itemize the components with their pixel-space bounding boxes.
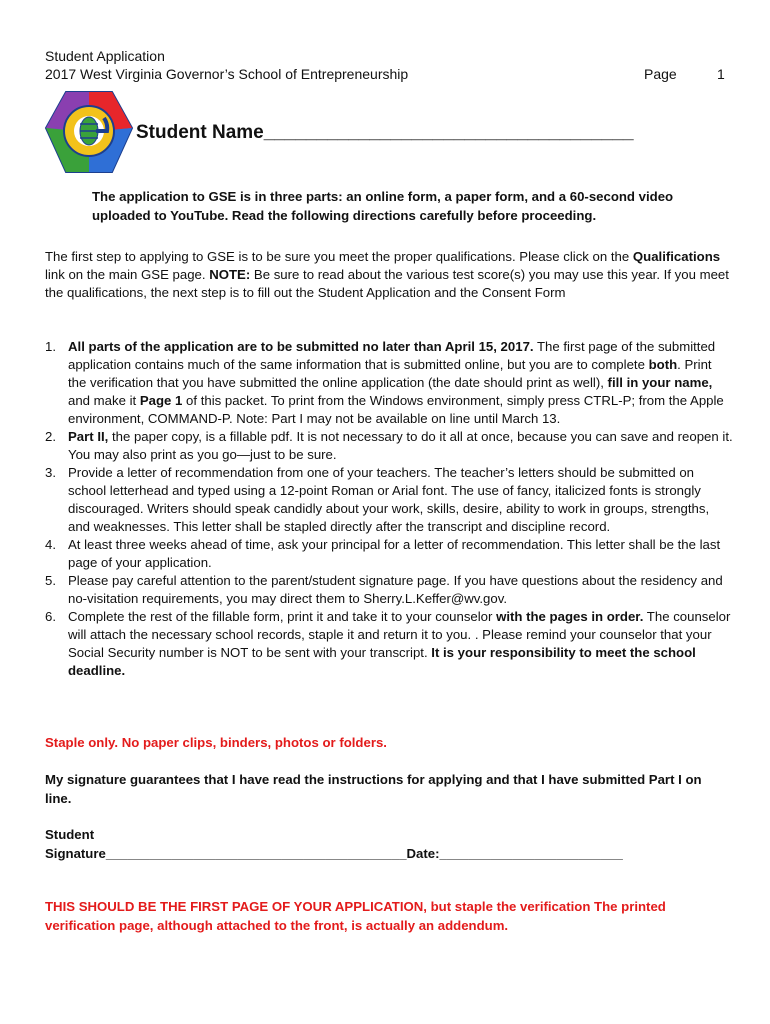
item-text: The first page of the submitted application contains much of the same information that is submitted online, but you are to complete <box>68 339 716 372</box>
list-item <box>45 608 733 680</box>
item-bold: Page 1 <box>139 393 183 408</box>
gse-logo-icon <box>44 88 134 176</box>
item-number: 4. <box>45 537 56 552</box>
list-item <box>45 338 733 428</box>
para-text-2: link on the main GSE page. <box>45 267 210 282</box>
qualifications-link-text: Qualifications <box>632 249 721 264</box>
student-name-field: Student Name___________________________________ <box>136 122 634 143</box>
item-bold: with the pages in order. <box>496 609 644 624</box>
item-text: Please pay careful attention to the parent/student signature page. If you have questions about the residency and no-visitation requirements, you may direct them to Sherry.L.Keffer@wv.gov. <box>68 573 723 606</box>
para-text-3: Be sure to read about the various test score(s) you may use this year. If you meet the qualifications, the next step is to fill out the Student Application and the Consent Form <box>45 267 729 300</box>
signature-date-line: Signature_________________________________________Date:_________________________ <box>45 846 623 861</box>
list-item <box>45 572 733 608</box>
item-bold: both <box>648 357 678 372</box>
item-number: 2. <box>45 429 56 444</box>
staple-note: Staple only. No paper clips, binders, photos or folders. <box>45 735 387 750</box>
first-step-paragraph <box>45 248 733 302</box>
item-bold: It is your responsibility to meet the school deadline. <box>68 645 696 678</box>
list-item <box>45 428 733 464</box>
item-text: Complete the rest of the fillable form, print it and take it to your counselor <box>68 609 497 624</box>
item-number: 3. <box>45 465 56 480</box>
item-number: 5. <box>45 573 56 588</box>
para-text-1: The first step to applying to GSE is to be sure you meet the proper qualifications. Please click on the <box>45 249 633 264</box>
page-number: 1 <box>717 66 725 82</box>
item-text: . Print the verification that you have submitted the online application (the date should print as well), <box>68 357 712 390</box>
item-number: 6. <box>45 609 56 624</box>
signature-label: Student <box>45 827 95 842</box>
item-text: Provide a letter of recommendation from one of your teachers. The teacher’s letters should be submitted on school letterhead and typed using a 12-point Roman or Arial font. The use of fancy, italicized fonts is strongly discouraged. Writers should speak candidly about your work, skills, desire, ability to work in groups, strengths, and weaknesses. This letter shall be stapled directly after the transcript and discipline record. <box>68 465 710 534</box>
intro-text: The application to GSE is in three parts: an online form, a paper form, and a 60-second video uploaded to YouTube. Read the following directions carefully before proceeding. <box>92 189 674 223</box>
deadline-text: All parts of the application are to be submitted no later than April 15, 2017. <box>68 339 534 354</box>
instruction-list <box>45 338 733 680</box>
item-bold: fill in your name, <box>607 375 713 390</box>
list-item <box>45 464 733 536</box>
list-item <box>45 536 733 572</box>
item-text: At least three weeks ahead of time, ask your principal for a letter of recommendation. This letter shall be the last page of your application. <box>68 537 721 570</box>
signature-block <box>45 825 623 863</box>
item-text: the paper copy, is a fillable pdf. It is not necessary to do it all at once, because you can save and reopen it. You may also print as you go—just to be sure. <box>68 429 733 462</box>
header-subtitle: 2017 West Virginia Governor’s School of Entrepreneurship <box>45 66 409 82</box>
signature-guarantee: My signature guarantees that I have read the instructions for applying and that I have submitted Part I on line. <box>45 772 702 806</box>
page-label: Page <box>644 66 677 82</box>
first-page-note: THIS SHOULD BE THE FIRST PAGE OF YOUR APPLICATION, but staple the verification The printed verification page, although attached to the front, is actually an addendum. <box>45 899 666 933</box>
item-number: 1. <box>45 339 56 354</box>
item-text: and make it <box>68 393 140 408</box>
note-label: NOTE: <box>209 267 251 282</box>
header-title: Student Application <box>45 48 165 64</box>
item-bold: Part II, <box>68 429 109 444</box>
item-text: of this packet. To print from the Windows environment, simply press CTRL-P; from the Apple environment, COMMAND-P. Note: Part I may not be available on line until March 13. <box>68 393 724 426</box>
item-text: The counselor will attach the necessary school records, staple it and return it to you. . Please remind your counselor that your Social Security number is NOT to be sent with your transcript. <box>68 609 731 660</box>
